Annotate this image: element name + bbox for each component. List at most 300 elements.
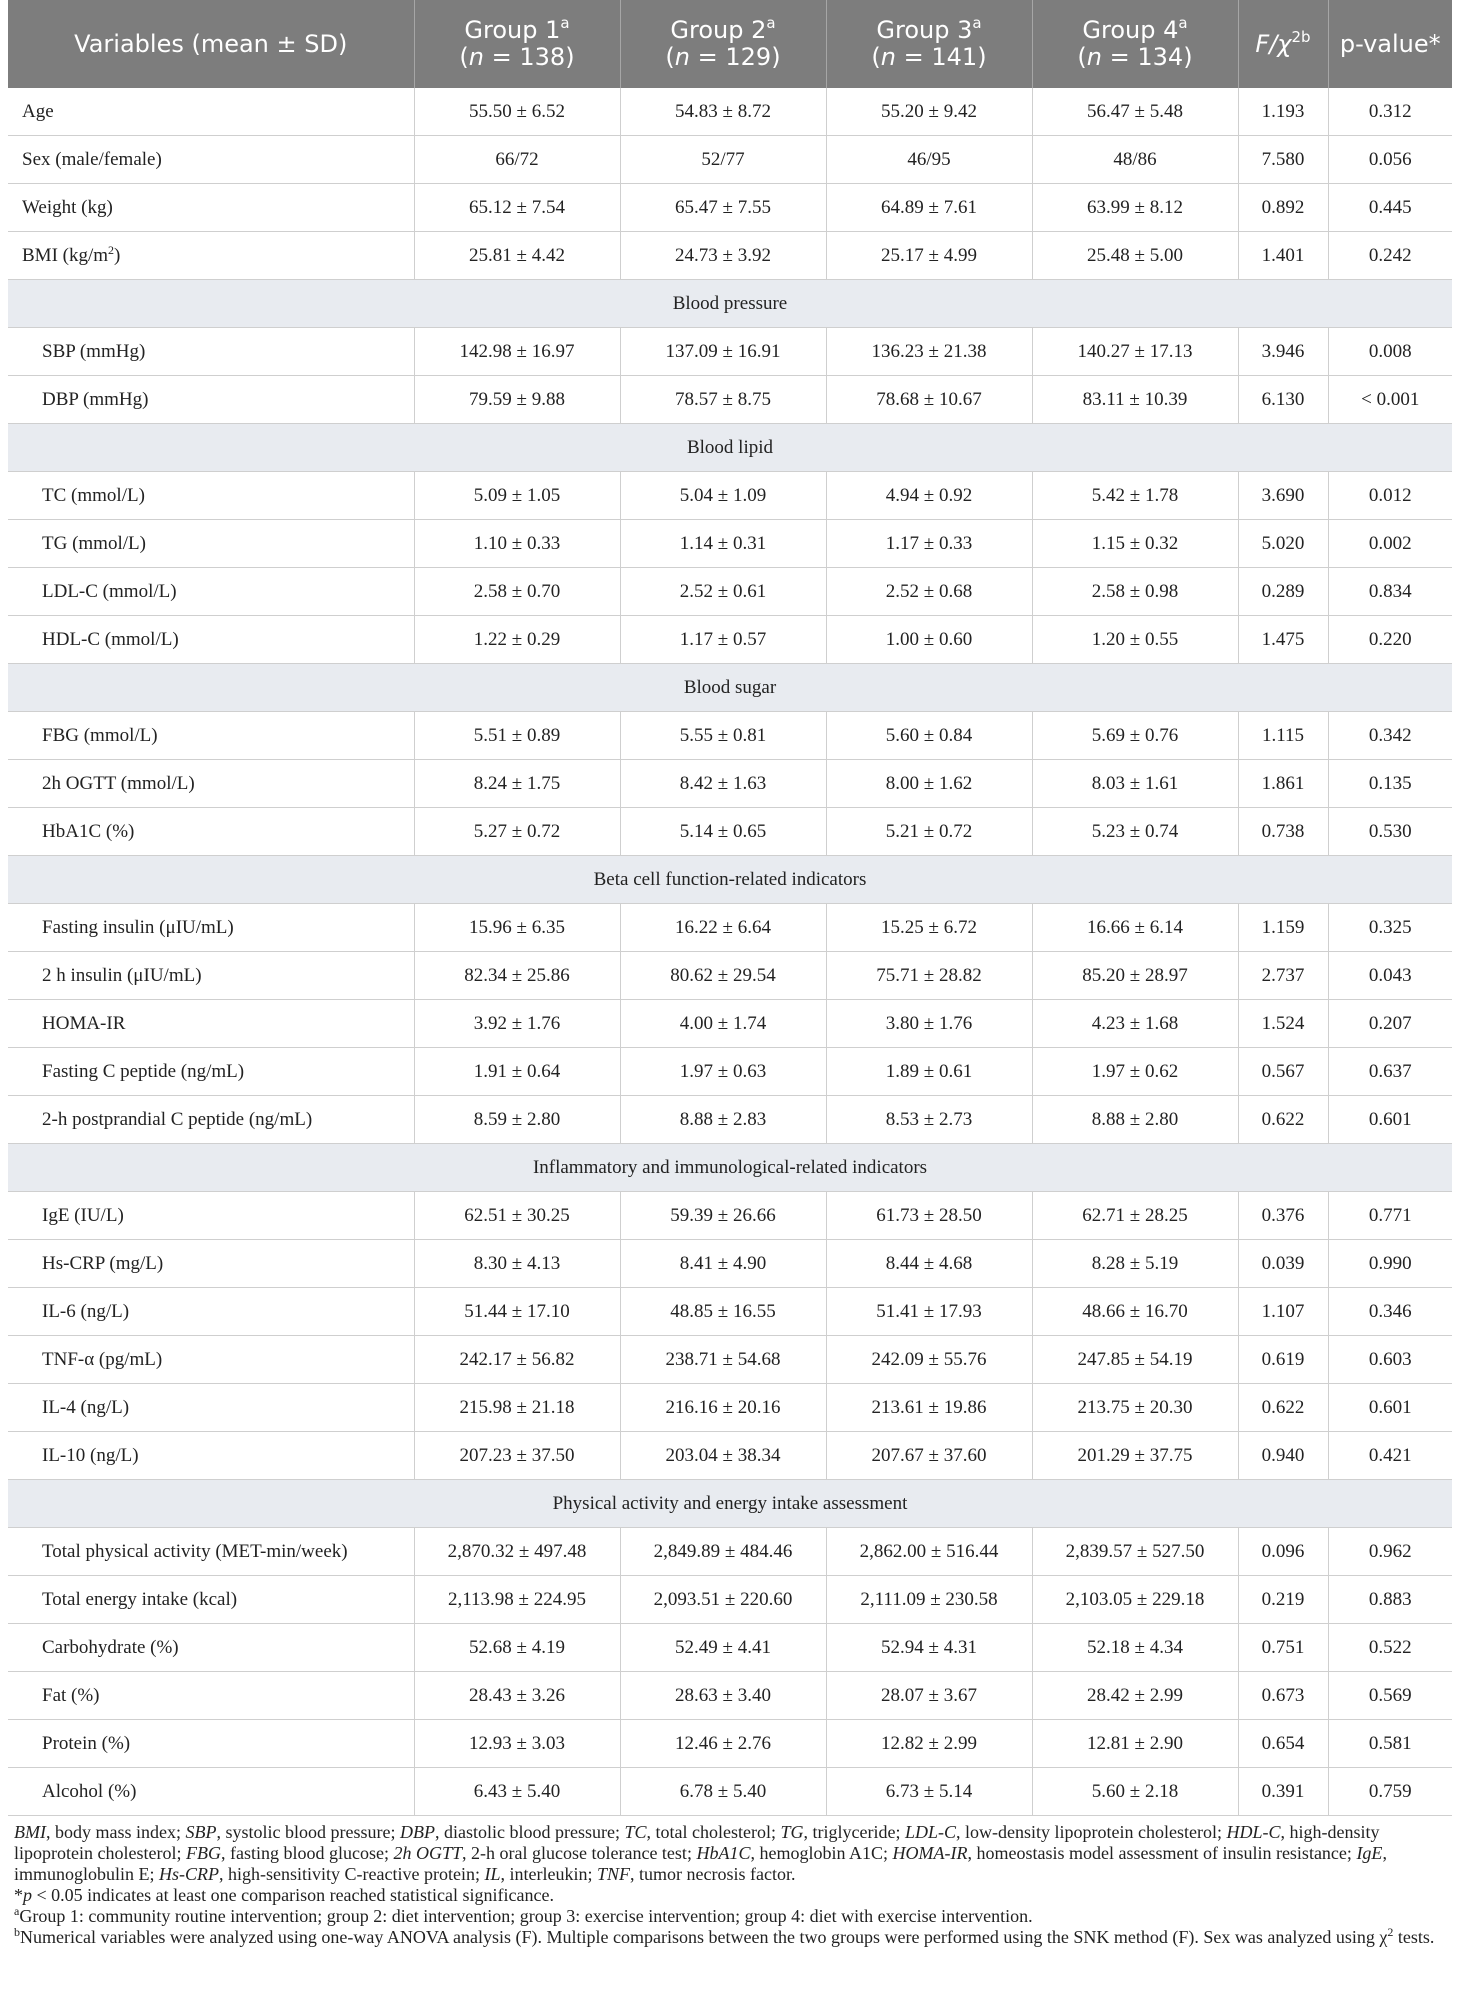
cell-statistic: 1.193 bbox=[1238, 88, 1328, 136]
cell-group-3: 51.41 ± 17.93 bbox=[826, 1288, 1032, 1336]
cell-group-2: 8.88 ± 2.83 bbox=[620, 1096, 826, 1144]
footnote-a-text: Group 1: community routine intervention; group 2: diet intervention; group 3: exercise intervention; group 4: diet with exercise intervention. bbox=[19, 1906, 1033, 1926]
cell-group-2: 78.57 ± 8.75 bbox=[620, 376, 826, 424]
cell-group-3: 8.44 ± 4.68 bbox=[826, 1240, 1032, 1288]
cell-pvalue: 0.008 bbox=[1328, 328, 1452, 376]
cell-pvalue: 0.771 bbox=[1328, 1192, 1452, 1240]
cell-group-1: 52.68 ± 4.19 bbox=[414, 1624, 620, 1672]
cell-statistic: 3.946 bbox=[1238, 328, 1328, 376]
cell-group-3: 5.21 ± 0.72 bbox=[826, 808, 1032, 856]
cell-group-4: 140.27 ± 17.13 bbox=[1032, 328, 1238, 376]
section-heading: Blood sugar bbox=[8, 664, 1452, 712]
cell-group-3: 4.94 ± 0.92 bbox=[826, 472, 1032, 520]
stat-label: F/χ bbox=[1255, 29, 1292, 58]
section-row bbox=[8, 1480, 1452, 1528]
cell-group-1: 2,113.98 ± 224.95 bbox=[414, 1576, 620, 1624]
row-label bbox=[8, 712, 414, 760]
abbreviations-note: BMI, body mass index; SBP, systolic blood pressure; DBP, diastolic blood pressure; TC, total cholesterol; TG, triglyceride; LDL-C, low-density lipoprotein cholesterol; HDL-C, high-density lipoprotein cholesterol; FBG, fasting blood glucose; 2h OGTT, 2-h oral glucose tolerance test; HbA1C, hemoglobin A1C; HOMA-IR, homeostasis model assessment of insulin resistance; IgE, immunoglobulin E; Hs-CRP, high-sensitivity C-reactive protein; IL, interleukin; TNF, tumor necrosis factor. bbox=[14, 1822, 1387, 1884]
cell-group-1: 79.59 ± 9.88 bbox=[414, 376, 620, 424]
cell-group-4: 83.11 ± 10.39 bbox=[1032, 376, 1238, 424]
footnote-b: $^b$Numerical variables were analyzed using one-way ANOVA analysis (F). Multiple comparisons between the two groups were performed using the SNK method (F). Sex was analyzed using $\chi^2$ tests. bbox=[14, 1925, 1435, 1947]
cell-pvalue: 0.834 bbox=[1328, 568, 1452, 616]
cell-group-1: 82.34 ± 25.86 bbox=[414, 952, 620, 1000]
cell-group-3: 15.25 ± 6.72 bbox=[826, 904, 1032, 952]
cell-group-3: 2,111.09 ± 230.58 bbox=[826, 1576, 1032, 1624]
table-row bbox=[8, 760, 1452, 808]
cell-group-1: 2.58 ± 0.70 bbox=[414, 568, 620, 616]
row-label bbox=[8, 184, 414, 232]
abbreviation-term: HbA1C bbox=[696, 1843, 751, 1863]
cell-statistic: 1.401 bbox=[1238, 232, 1328, 280]
cell-group-3: 8.53 ± 2.73 bbox=[826, 1096, 1032, 1144]
abbreviation-definition: high-sensitivity C-reactive protein bbox=[228, 1864, 475, 1884]
cell-statistic: 0.738 bbox=[1238, 808, 1328, 856]
cell-pvalue: 0.135 bbox=[1328, 760, 1452, 808]
section-row bbox=[8, 1144, 1452, 1192]
cell-group-2: 6.78 ± 5.40 bbox=[620, 1768, 826, 1816]
header-statistic bbox=[1238, 0, 1328, 88]
row-label-text: LDL-C (mmol/L) bbox=[42, 580, 177, 602]
cell-group-4: 16.66 ± 6.14 bbox=[1032, 904, 1238, 952]
group-name: Group 4 bbox=[1082, 16, 1179, 44]
cell-group-4: 48/86 bbox=[1032, 136, 1238, 184]
cell-group-2: 12.46 ± 2.76 bbox=[620, 1720, 826, 1768]
table-row bbox=[8, 904, 1452, 952]
cell-pvalue: 0.530 bbox=[1328, 808, 1452, 856]
group-n: 129 bbox=[725, 43, 772, 71]
cell-group-3: 46/95 bbox=[826, 136, 1032, 184]
cell-group-1: 242.17 ± 56.82 bbox=[414, 1336, 620, 1384]
table-row bbox=[8, 1384, 1452, 1432]
cell-group-3: 55.20 ± 9.42 bbox=[826, 88, 1032, 136]
cell-group-3: 6.73 ± 5.14 bbox=[826, 1768, 1032, 1816]
cell-group-1: 15.96 ± 6.35 bbox=[414, 904, 620, 952]
cell-pvalue: 0.242 bbox=[1328, 232, 1452, 280]
abbreviation-term: BMI bbox=[14, 1822, 46, 1842]
cell-group-3: 213.61 ± 19.86 bbox=[826, 1384, 1032, 1432]
header-group-2: Group 2$^a$ (n = 129) bbox=[620, 0, 826, 88]
table-row bbox=[8, 136, 1452, 184]
cell-statistic: 1.107 bbox=[1238, 1288, 1328, 1336]
cell-group-2: 5.55 ± 0.81 bbox=[620, 712, 826, 760]
cell-group-3: 136.23 ± 21.38 bbox=[826, 328, 1032, 376]
cell-pvalue: 0.207 bbox=[1328, 1000, 1452, 1048]
group-n: 134 bbox=[1137, 43, 1184, 71]
cell-group-1: 5.27 ± 0.72 bbox=[414, 808, 620, 856]
row-label bbox=[8, 1528, 414, 1576]
cell-group-3: 28.07 ± 3.67 bbox=[826, 1672, 1032, 1720]
abbreviation-definition: systolic blood pressure bbox=[225, 1822, 391, 1842]
cell-statistic: 0.039 bbox=[1238, 1240, 1328, 1288]
cell-group-3: 2,862.00 ± 516.44 bbox=[826, 1528, 1032, 1576]
table-row bbox=[8, 1288, 1452, 1336]
table-row bbox=[8, 1720, 1452, 1768]
header-group-4: Group 4$^a$ (n = 134) bbox=[1032, 0, 1238, 88]
abbreviation-term: TG bbox=[780, 1822, 804, 1842]
cell-pvalue: 0.603 bbox=[1328, 1336, 1452, 1384]
cell-statistic: 0.622 bbox=[1238, 1384, 1328, 1432]
row-label-text: IL-10 (ng/L) bbox=[42, 1444, 139, 1466]
cell-group-1: 65.12 ± 7.54 bbox=[414, 184, 620, 232]
abbreviation-term: DBP bbox=[400, 1822, 435, 1842]
table-row bbox=[8, 808, 1452, 856]
cell-statistic: 5.020 bbox=[1238, 520, 1328, 568]
row-label-text: Age bbox=[22, 100, 54, 122]
table-footnotes bbox=[8, 1816, 1452, 1948]
row-label-text: Total physical activity (MET-min/week) bbox=[42, 1540, 348, 1562]
table-header bbox=[8, 0, 1452, 88]
cell-group-3: 52.94 ± 4.31 bbox=[826, 1624, 1032, 1672]
cell-group-4: 1.97 ± 0.62 bbox=[1032, 1048, 1238, 1096]
cell-group-4: 2,839.57 ± 527.50 bbox=[1032, 1528, 1238, 1576]
cell-group-2: 54.83 ± 8.72 bbox=[620, 88, 826, 136]
section-row bbox=[8, 856, 1452, 904]
cell-group-4: 8.88 ± 2.80 bbox=[1032, 1096, 1238, 1144]
cell-pvalue: 0.581 bbox=[1328, 1720, 1452, 1768]
cell-pvalue: 0.325 bbox=[1328, 904, 1452, 952]
table-row bbox=[8, 184, 1452, 232]
cell-group-2: 48.85 ± 16.55 bbox=[620, 1288, 826, 1336]
row-label-text: 2 h insulin (μIU/mL) bbox=[42, 964, 202, 986]
table-row bbox=[8, 328, 1452, 376]
cell-group-2: 5.04 ± 1.09 bbox=[620, 472, 826, 520]
cell-statistic: 0.892 bbox=[1238, 184, 1328, 232]
footnote-star-text: < 0.05 indicates at least one comparison reached statistical significance. bbox=[32, 1885, 554, 1905]
cell-group-4: 4.23 ± 1.68 bbox=[1032, 1000, 1238, 1048]
table-row bbox=[8, 520, 1452, 568]
cell-statistic: 0.654 bbox=[1238, 1720, 1328, 1768]
cell-statistic: 6.130 bbox=[1238, 376, 1328, 424]
cell-group-2: 52.49 ± 4.41 bbox=[620, 1624, 826, 1672]
cell-pvalue: 0.883 bbox=[1328, 1576, 1452, 1624]
row-label bbox=[8, 760, 414, 808]
row-label-text: HOMA-IR bbox=[42, 1012, 126, 1034]
cell-statistic: 0.619 bbox=[1238, 1336, 1328, 1384]
cell-pvalue: 0.637 bbox=[1328, 1048, 1452, 1096]
row-label-text: TG (mmol/L) bbox=[42, 532, 146, 554]
cell-group-2: 203.04 ± 38.34 bbox=[620, 1432, 826, 1480]
cell-statistic: 0.673 bbox=[1238, 1672, 1328, 1720]
cell-group-4: 63.99 ± 8.12 bbox=[1032, 184, 1238, 232]
row-label bbox=[8, 376, 414, 424]
cell-group-3: 242.09 ± 55.76 bbox=[826, 1336, 1032, 1384]
cell-pvalue: 0.002 bbox=[1328, 520, 1452, 568]
table-row bbox=[8, 376, 1452, 424]
row-label-text: FBG (mmol/L) bbox=[42, 724, 158, 746]
cell-pvalue: 0.601 bbox=[1328, 1384, 1452, 1432]
section-heading: Blood lipid bbox=[8, 424, 1452, 472]
footnote-b-sup: 2 bbox=[1387, 1925, 1394, 1939]
cell-group-2: 1.14 ± 0.31 bbox=[620, 520, 826, 568]
cell-group-4: 8.28 ± 5.19 bbox=[1032, 1240, 1238, 1288]
row-label bbox=[8, 808, 414, 856]
row-label bbox=[8, 520, 414, 568]
section-row bbox=[8, 424, 1452, 472]
abbreviation-term: TC bbox=[624, 1822, 647, 1842]
cell-pvalue: 0.421 bbox=[1328, 1432, 1452, 1480]
table-row bbox=[8, 1432, 1452, 1480]
cell-group-4: 56.47 ± 5.48 bbox=[1032, 88, 1238, 136]
row-label bbox=[8, 1720, 414, 1768]
group-name: Group 2 bbox=[670, 16, 767, 44]
cell-statistic: 3.690 bbox=[1238, 472, 1328, 520]
cell-group-3: 1.17 ± 0.33 bbox=[826, 520, 1032, 568]
row-label-text: Carbohydrate (%) bbox=[42, 1636, 179, 1658]
abbreviation-definition: low-density lipoprotein cholesterol bbox=[965, 1822, 1217, 1842]
cell-group-3: 1.89 ± 0.61 bbox=[826, 1048, 1032, 1096]
row-label-text: Total energy intake (kcal) bbox=[42, 1588, 238, 1610]
table-row bbox=[8, 712, 1452, 760]
cell-group-1: 6.43 ± 5.40 bbox=[414, 1768, 620, 1816]
cell-group-1: 28.43 ± 3.26 bbox=[414, 1672, 620, 1720]
cell-group-1: 8.24 ± 1.75 bbox=[414, 760, 620, 808]
cell-statistic: 0.096 bbox=[1238, 1528, 1328, 1576]
cell-group-4: 52.18 ± 4.34 bbox=[1032, 1624, 1238, 1672]
footnote-b-end: tests. bbox=[1393, 1927, 1435, 1947]
section-row bbox=[8, 664, 1452, 712]
cell-statistic: 0.289 bbox=[1238, 568, 1328, 616]
table-row bbox=[8, 472, 1452, 520]
row-label bbox=[8, 904, 414, 952]
abbreviation-definition: tumor necrosis factor bbox=[639, 1864, 791, 1884]
cell-pvalue: 0.220 bbox=[1328, 616, 1452, 664]
cell-group-1: 8.30 ± 4.13 bbox=[414, 1240, 620, 1288]
cell-group-1: 1.22 ± 0.29 bbox=[414, 616, 620, 664]
group-n: 138 bbox=[519, 43, 566, 71]
row-label-text: TNF-α (pg/mL) bbox=[42, 1348, 163, 1370]
row-label bbox=[8, 136, 414, 184]
header-group-1: Group 1$^a$ (n = 138) bbox=[414, 0, 620, 88]
cell-group-4: 25.48 ± 5.00 bbox=[1032, 232, 1238, 280]
row-label-sup: 2 bbox=[108, 242, 115, 257]
cell-group-3: 25.17 ± 4.99 bbox=[826, 232, 1032, 280]
cell-group-1: 51.44 ± 17.10 bbox=[414, 1288, 620, 1336]
cell-group-1: 12.93 ± 3.03 bbox=[414, 1720, 620, 1768]
row-label-text: Protein (%) bbox=[42, 1732, 131, 1754]
abbreviation-definition: diastolic blood pressure bbox=[444, 1822, 615, 1842]
row-label-text: HDL-C (mmol/L) bbox=[42, 628, 179, 650]
cell-group-3: 64.89 ± 7.61 bbox=[826, 184, 1032, 232]
cell-group-4: 28.42 ± 2.99 bbox=[1032, 1672, 1238, 1720]
section-heading: Blood pressure bbox=[8, 280, 1452, 328]
cell-group-1: 55.50 ± 6.52 bbox=[414, 88, 620, 136]
abbreviation-definition: fasting blood glucose bbox=[229, 1843, 384, 1863]
cell-group-2: 137.09 ± 16.91 bbox=[620, 328, 826, 376]
group-sup: a bbox=[560, 14, 570, 32]
row-label bbox=[8, 1000, 414, 1048]
footnote-star: *p < 0.05 indicates at least one comparison reached statistical significance. bbox=[14, 1885, 554, 1905]
cell-group-1: 207.23 ± 37.50 bbox=[414, 1432, 620, 1480]
cell-group-1: 2,870.32 ± 497.48 bbox=[414, 1528, 620, 1576]
table-row bbox=[8, 232, 1452, 280]
cell-group-1: 142.98 ± 16.97 bbox=[414, 328, 620, 376]
cell-pvalue: 0.962 bbox=[1328, 1528, 1452, 1576]
cell-group-1: 3.92 ± 1.76 bbox=[414, 1000, 620, 1048]
cell-group-1: 66/72 bbox=[414, 136, 620, 184]
section-row bbox=[8, 280, 1452, 328]
cell-statistic: 1.115 bbox=[1238, 712, 1328, 760]
cell-statistic: 1.861 bbox=[1238, 760, 1328, 808]
cell-group-4: 5.42 ± 1.78 bbox=[1032, 472, 1238, 520]
group-name: Group 1 bbox=[464, 16, 561, 44]
cell-statistic: 0.376 bbox=[1238, 1192, 1328, 1240]
cell-group-1: 1.91 ± 0.64 bbox=[414, 1048, 620, 1096]
cell-group-2: 52/77 bbox=[620, 136, 826, 184]
row-label-text: DBP (mmHg) bbox=[42, 388, 149, 410]
row-label-text: Alcohol (%) bbox=[42, 1780, 137, 1802]
cell-group-2: 8.41 ± 4.90 bbox=[620, 1240, 826, 1288]
cell-group-3: 75.71 ± 28.82 bbox=[826, 952, 1032, 1000]
row-label bbox=[8, 1384, 414, 1432]
cell-pvalue: 0.569 bbox=[1328, 1672, 1452, 1720]
abbreviation-definition: hemoglobin A1C bbox=[759, 1843, 883, 1863]
table-row bbox=[8, 568, 1452, 616]
abbreviation-term: TNF bbox=[597, 1864, 631, 1884]
cell-statistic: 0.622 bbox=[1238, 1096, 1328, 1144]
cell-group-2: 8.42 ± 1.63 bbox=[620, 760, 826, 808]
cell-group-4: 201.29 ± 37.75 bbox=[1032, 1432, 1238, 1480]
cell-pvalue: < 0.001 bbox=[1328, 376, 1452, 424]
cell-group-4: 8.03 ± 1.61 bbox=[1032, 760, 1238, 808]
row-label bbox=[8, 1048, 414, 1096]
row-label-text: SBP (mmHg) bbox=[42, 340, 146, 362]
row-label-text: Hs-CRP (mg/L) bbox=[42, 1252, 164, 1274]
row-label-text: HbA1C (%) bbox=[42, 820, 135, 842]
table-row bbox=[8, 1000, 1452, 1048]
cell-pvalue: 0.522 bbox=[1328, 1624, 1452, 1672]
cell-statistic: 1.159 bbox=[1238, 904, 1328, 952]
cell-group-2: 16.22 ± 6.64 bbox=[620, 904, 826, 952]
table-row bbox=[8, 1624, 1452, 1672]
abbreviation-definition: homeostasis model assessment of insulin resistance bbox=[976, 1843, 1347, 1863]
row-label bbox=[8, 472, 414, 520]
cell-group-2: 65.47 ± 7.55 bbox=[620, 184, 826, 232]
row-label bbox=[8, 1576, 414, 1624]
row-label bbox=[8, 88, 414, 136]
abbreviation-term: Hs-CRP bbox=[159, 1864, 220, 1884]
row-label bbox=[8, 1336, 414, 1384]
cell-group-3: 8.00 ± 1.62 bbox=[826, 760, 1032, 808]
table-row bbox=[8, 1768, 1452, 1816]
cell-group-4: 12.81 ± 2.90 bbox=[1032, 1720, 1238, 1768]
row-label bbox=[8, 568, 414, 616]
abbreviation-definition: high-density lipoprotein cholesterol bbox=[14, 1822, 1380, 1863]
cell-group-3: 2.52 ± 0.68 bbox=[826, 568, 1032, 616]
cell-group-4: 48.66 ± 16.70 bbox=[1032, 1288, 1238, 1336]
cell-group-4: 5.60 ± 2.18 bbox=[1032, 1768, 1238, 1816]
cell-group-3: 12.82 ± 2.99 bbox=[826, 1720, 1032, 1768]
cell-statistic: 0.567 bbox=[1238, 1048, 1328, 1096]
row-label-text: Weight (kg) bbox=[22, 196, 113, 218]
cell-group-3: 5.60 ± 0.84 bbox=[826, 712, 1032, 760]
section-heading: Beta cell function-related indicators bbox=[8, 856, 1452, 904]
row-label-text: Fasting insulin (μIU/mL) bbox=[42, 916, 234, 938]
row-label-text: IL-4 (ng/L) bbox=[42, 1396, 130, 1418]
cell-statistic: 1.524 bbox=[1238, 1000, 1328, 1048]
abbreviation-term: HDL-C bbox=[1226, 1822, 1281, 1842]
cell-pvalue: 0.445 bbox=[1328, 184, 1452, 232]
cell-pvalue: 0.012 bbox=[1328, 472, 1452, 520]
cell-group-2: 2.52 ± 0.61 bbox=[620, 568, 826, 616]
cell-pvalue: 0.056 bbox=[1328, 136, 1452, 184]
row-label bbox=[8, 1672, 414, 1720]
cell-group-2: 1.97 ± 0.63 bbox=[620, 1048, 826, 1096]
cell-group-4: 1.20 ± 0.55 bbox=[1032, 616, 1238, 664]
table-row bbox=[8, 952, 1452, 1000]
cell-group-4: 213.75 ± 20.30 bbox=[1032, 1384, 1238, 1432]
cell-statistic: 0.219 bbox=[1238, 1576, 1328, 1624]
abbreviation-term: IgE bbox=[1356, 1843, 1383, 1863]
abbreviation-term: SBP bbox=[185, 1822, 217, 1842]
abbreviation-definition: immunoglobulin E bbox=[14, 1864, 150, 1884]
cell-group-3: 207.67 ± 37.60 bbox=[826, 1432, 1032, 1480]
header-variables: Variables (mean ± SD) bbox=[8, 0, 414, 88]
group-n: 141 bbox=[931, 43, 978, 71]
row-label-text: Fasting C peptide (ng/mL) bbox=[42, 1060, 245, 1082]
abbreviation-term: 2h OGTT bbox=[393, 1843, 463, 1863]
footnote-b-text: Numerical variables were analyzed using one-way ANOVA analysis (F). Multiple comparisons between the two groups were performed using the SNK method (F). Sex was analyzed using χ bbox=[20, 1927, 1388, 1947]
section-heading: Physical activity and energy intake assessment bbox=[8, 1480, 1452, 1528]
row-label-text: IL-6 (ng/L) bbox=[42, 1300, 130, 1322]
cell-statistic: 0.391 bbox=[1238, 1768, 1328, 1816]
abbreviation-definition: interleukin bbox=[509, 1864, 588, 1884]
cell-group-2: 28.63 ± 3.40 bbox=[620, 1672, 826, 1720]
cell-group-2: 4.00 ± 1.74 bbox=[620, 1000, 826, 1048]
row-label bbox=[8, 616, 414, 664]
row-label bbox=[8, 1240, 414, 1288]
footnote-a: $^a$Group 1: community routine intervention; group 2: diet intervention; group 3: exercise intervention; group 4: diet with exercise intervention. bbox=[14, 1904, 1033, 1926]
abbreviation-term: FBG bbox=[185, 1843, 221, 1863]
table-row bbox=[8, 1672, 1452, 1720]
cell-pvalue: 0.312 bbox=[1328, 88, 1452, 136]
cell-statistic: 7.580 bbox=[1238, 136, 1328, 184]
group-name: Group 3 bbox=[876, 16, 973, 44]
row-label bbox=[8, 1096, 414, 1144]
table-wrapper bbox=[8, 0, 1452, 1948]
table-row bbox=[8, 1336, 1452, 1384]
row-label bbox=[8, 1768, 414, 1816]
row-label bbox=[8, 1192, 414, 1240]
cell-group-4: 5.23 ± 0.74 bbox=[1032, 808, 1238, 856]
cell-group-1: 8.59 ± 2.80 bbox=[414, 1096, 620, 1144]
cell-statistic: 2.737 bbox=[1238, 952, 1328, 1000]
table-row bbox=[8, 1048, 1452, 1096]
cell-group-3: 1.00 ± 0.60 bbox=[826, 616, 1032, 664]
cell-group-3: 78.68 ± 10.67 bbox=[826, 376, 1032, 424]
table-row bbox=[8, 1576, 1452, 1624]
abbreviation-term: HOMA-IR bbox=[892, 1843, 968, 1863]
cell-group-4: 247.85 ± 54.19 bbox=[1032, 1336, 1238, 1384]
cell-group-2: 5.14 ± 0.65 bbox=[620, 808, 826, 856]
cell-pvalue: 0.990 bbox=[1328, 1240, 1452, 1288]
cell-statistic: 1.475 bbox=[1238, 616, 1328, 664]
cell-group-2: 2,849.89 ± 484.46 bbox=[620, 1528, 826, 1576]
table-row bbox=[8, 1096, 1452, 1144]
cell-group-1: 5.09 ± 1.05 bbox=[414, 472, 620, 520]
table-row bbox=[8, 616, 1452, 664]
cell-group-2: 24.73 ± 3.92 bbox=[620, 232, 826, 280]
abbreviation-definition: 2-h oral glucose tolerance test bbox=[471, 1843, 687, 1863]
row-label-text: TC (mmol/L) bbox=[42, 484, 145, 506]
results-table bbox=[8, 0, 1452, 1816]
row-label-text: IgE (IU/L) bbox=[42, 1204, 124, 1226]
row-label-end: ) bbox=[114, 244, 121, 266]
cell-pvalue: 0.601 bbox=[1328, 1096, 1452, 1144]
cell-group-2: 80.62 ± 29.54 bbox=[620, 952, 826, 1000]
table-row bbox=[8, 1528, 1452, 1576]
cell-group-4: 5.69 ± 0.76 bbox=[1032, 712, 1238, 760]
table-body bbox=[8, 88, 1452, 1816]
